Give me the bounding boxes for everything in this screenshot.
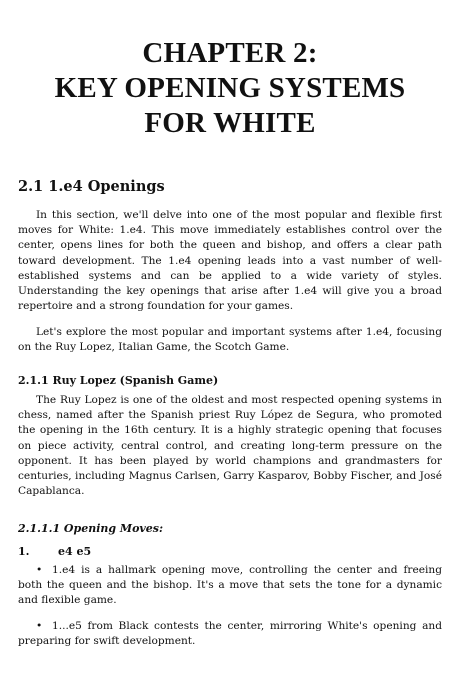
- section-heading-2-1-1-1: 2.1.1.1 Opening Moves:: [18, 522, 164, 535]
- section-heading-2-1-1: 2.1.1 Ruy Lopez (Spanish Game): [18, 374, 219, 387]
- bullet-symbol: •: [36, 564, 43, 576]
- chapter-title-line-2: KEY OPENING SYSTEMS: [54, 72, 406, 104]
- section-2-1-paragraph-2: Let's explore the most popular and important systems after 1.e4, focusing on the Ruy Lopez, Italian Game, the Scotch Game.: [18, 326, 442, 354]
- move-number: 1.: [18, 545, 30, 558]
- bullet-item-1-text: 1.e4 is a hallmark opening move, controlling the center and freeing both the queen and the bishop. It's a move that sets the tone for a dynamic and flexible game.: [18, 564, 442, 607]
- chapter-title-line-1: CHAPTER 2:: [142, 37, 318, 69]
- bullet-item-1: [18, 563, 442, 609]
- move-list-item-1: [18, 545, 442, 559]
- section-2-1-1-paragraph-1: The Ruy Lopez is one of the oldest and most respected opening systems in chess, named after the Spanish priest Ruy López de Segura, who promoted the opening in the 16th century. It is a highly strategic opening that focuses on piece activity, central control, and creating long-term pressure on the opponent. It has been played by world champions and grandmasters for centuries, including Magnus Carlsen, Garry Kasparov, Bobby Fischer, and José Capablanca.: [18, 394, 442, 498]
- bullet-item-2-text: 1...e5 from Black contests the center, mirroring White's opening and preparing for swift development.: [18, 620, 442, 648]
- bullet-symbol: •: [36, 620, 43, 632]
- bullet-item-2: [18, 619, 442, 649]
- section-heading-2-1: 2.1 1.e4 Openings: [18, 178, 165, 195]
- section-2-1-paragraph-1: In this section, we'll delve into one of the most popular and flexible first moves for White: 1.e4. This move immediately establishes control over the center, opens lines for both the queen and bishop, and offers a clear path toward development. The 1.e4 opening leads into a vast number of well-established systems and can be applied to a wide variety of styles. Understanding the key openings that arise after 1.e4 will give you a broad repertoire and a strong foundation for your games.: [18, 209, 442, 313]
- chapter-title-line-3: FOR WHITE: [144, 107, 316, 139]
- chapter-title: [18, 36, 442, 141]
- move-text: e4 e5: [58, 545, 92, 558]
